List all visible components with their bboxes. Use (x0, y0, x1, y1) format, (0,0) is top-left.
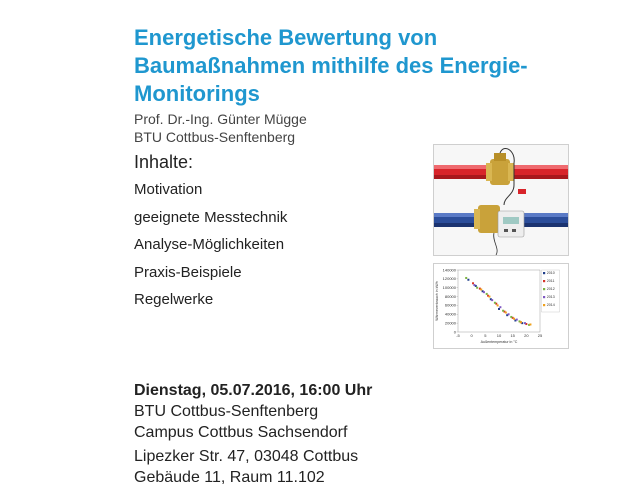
data-point (524, 322, 526, 324)
y-tick-label: 60000 (444, 302, 456, 308)
legend-label: 2013 (546, 295, 555, 300)
data-point (502, 310, 504, 312)
data-point (483, 291, 485, 293)
x-tick-label: 20 (524, 333, 529, 338)
x-tick-label: 10 (496, 333, 502, 338)
data-point (491, 299, 493, 301)
heat-meter-photo (433, 144, 569, 256)
list-item: Motivation (134, 181, 203, 198)
y-axis-label: Wärmeverbrauch in kWh (435, 281, 439, 321)
data-point (516, 319, 518, 321)
contents-heading: Inhalte: (134, 152, 194, 172)
data-point (505, 312, 507, 314)
data-point (529, 323, 531, 325)
y-tick-label: 80000 (444, 293, 456, 299)
legend-marker (543, 288, 545, 290)
legend-label: 2012 (546, 287, 555, 292)
y-tick-label: 120000 (442, 276, 456, 282)
data-point (472, 282, 474, 284)
event-location: BTU Cottbus-Senftenberg (134, 403, 319, 420)
event-date: Dienstag, 05.07.2016, 16:00 Uhr (134, 382, 373, 399)
legend-label: 2010 (546, 271, 555, 276)
data-point (508, 313, 510, 315)
legend-marker (543, 272, 545, 274)
legend-label: 2011 (546, 279, 555, 284)
data-point (520, 321, 522, 323)
y-tick-label: 40000 (444, 311, 456, 317)
x-tick-label: 25 (537, 333, 543, 338)
data-point (494, 302, 496, 304)
list-item: Analyse-Möglichkeiten (134, 236, 285, 253)
data-point (498, 308, 500, 310)
data-point (467, 279, 469, 281)
data-point (465, 277, 467, 279)
author-name: Prof. Dr.-Ing. Günter Mügge (134, 111, 307, 127)
data-point (480, 288, 482, 290)
legend-label: 2014 (546, 303, 555, 308)
event-room: Gebäude 11, Raum 11.102 (134, 469, 325, 486)
y-tick-label: 100000 (442, 285, 456, 291)
y-tick-label: 20000 (444, 320, 456, 326)
list-item: Praxis-Beispiele (134, 263, 242, 281)
consumption-chart (433, 263, 569, 349)
x-tick-label: -5 (456, 333, 460, 338)
y-tick-label: 0 (453, 329, 456, 335)
list-item: geeignete Messtechnik (134, 208, 288, 226)
legend-marker (543, 280, 545, 282)
event-address: Lipezker Str. 47, 03048 Cottbus (134, 448, 359, 465)
topics-list (134, 178, 287, 316)
data-point (513, 318, 515, 320)
institution: BTU Cottbus-Senftenberg (134, 129, 296, 145)
x-tick-label: 15 (510, 333, 515, 338)
list-item: Regelwerke (134, 291, 214, 308)
data-point (473, 284, 475, 286)
scatter-chart (434, 264, 568, 348)
legend-marker (543, 304, 545, 306)
data-point (488, 296, 490, 298)
heat-meter-illustration (434, 145, 568, 255)
x-tick-label: 0 (470, 333, 473, 338)
data-point (510, 316, 512, 318)
legend-marker (543, 296, 545, 298)
data-point (486, 293, 488, 295)
x-tick-label: 5 (484, 333, 487, 338)
page-title: Energetische Bewertung von Baumaßnahmen mithilfe des Energie-Monitorings (134, 25, 528, 106)
x-axis-label: Außentemperatur in °C (480, 340, 518, 344)
event-campus: Campus Cottbus Sachsendorf (134, 424, 348, 441)
data-point (476, 287, 478, 289)
data-point (499, 306, 501, 308)
plot-area (458, 270, 540, 332)
event-details (134, 380, 372, 488)
y-tick-label: 140000 (442, 267, 456, 273)
data-point (497, 304, 499, 306)
